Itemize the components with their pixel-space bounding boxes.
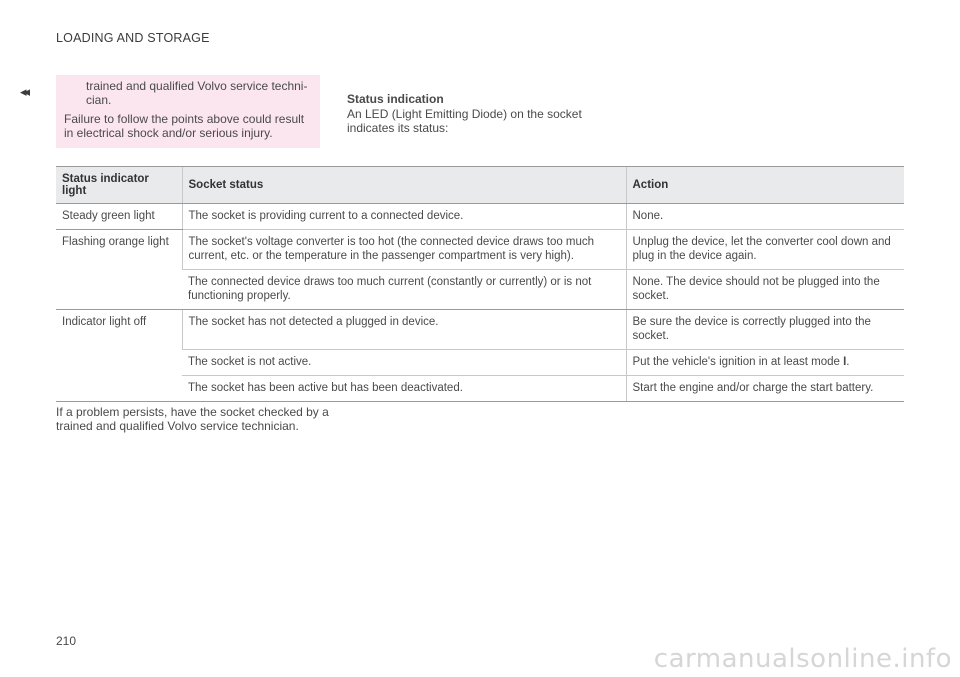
previous-page-arrows-icon[interactable]: ◂◂	[20, 84, 28, 99]
action-cell	[626, 350, 904, 376]
table-header-row	[56, 167, 904, 204]
action-text: Put the vehicle's ignition in at least mode	[632, 356, 844, 368]
status-cell: The socket's voltage converter is too hot (the connected device draws too much current, etc. or the temperature in the passenger compartment is very high).	[182, 230, 626, 270]
warning-text: Failure to follow the points above could result in electrical shock and/or serious injury.	[64, 112, 305, 140]
page-number: 210	[56, 634, 77, 648]
warning-box	[56, 75, 320, 148]
indicator-cell: Steady green light	[56, 204, 182, 230]
table-row	[56, 376, 904, 402]
status-cell: The socket has not detected a plugged in device.	[182, 310, 626, 350]
ignition-mode: I	[843, 356, 847, 368]
footer-note: If a problem persists, have the socket checked by a trained and qualified Volvo service technician.	[56, 405, 329, 433]
status-indication-text: An LED (Light Emitting Diode) on the socket indicates its status:	[347, 107, 582, 135]
status-table	[56, 166, 904, 402]
status-indication-title: Status indication	[347, 92, 444, 106]
watermark: carmanualsonline.info	[653, 644, 952, 674]
header-socket-status: Socket status	[182, 167, 626, 204]
indicator-cell: Indicator light off	[56, 310, 182, 402]
status-cell: The socket is providing current to a connected device.	[182, 204, 626, 230]
table-row	[56, 310, 904, 350]
action-cell: Unplug the device, let the converter cool down and plug in the device again.	[626, 230, 904, 270]
status-cell: The socket is not active.	[182, 350, 626, 376]
header-action: Action	[626, 167, 904, 204]
action-cell: None. The device should not be plugged into the socket.	[626, 270, 904, 310]
action-text-end: .	[846, 356, 850, 368]
header-indicator: Status indicator light	[56, 167, 182, 204]
section-header: LOADING AND STORAGE	[56, 31, 210, 45]
table-row	[56, 350, 904, 376]
action-cell: None.	[626, 204, 904, 230]
action-cell: Be sure the device is correctly plugged into the socket.	[626, 310, 904, 350]
status-cell: The connected device draws too much current (constantly or currently) or is not functioning properly.	[182, 270, 626, 310]
table-row	[56, 204, 904, 230]
action-cell: Start the engine and/or charge the start battery.	[626, 376, 904, 402]
table-row	[56, 230, 904, 270]
warning-continuation: trained and qualified Volvo service techni-cian.	[86, 79, 308, 107]
status-cell: The socket has been active but has been deactivated.	[182, 376, 626, 402]
table-row	[56, 270, 904, 310]
indicator-cell: Flashing orange light	[56, 230, 182, 310]
